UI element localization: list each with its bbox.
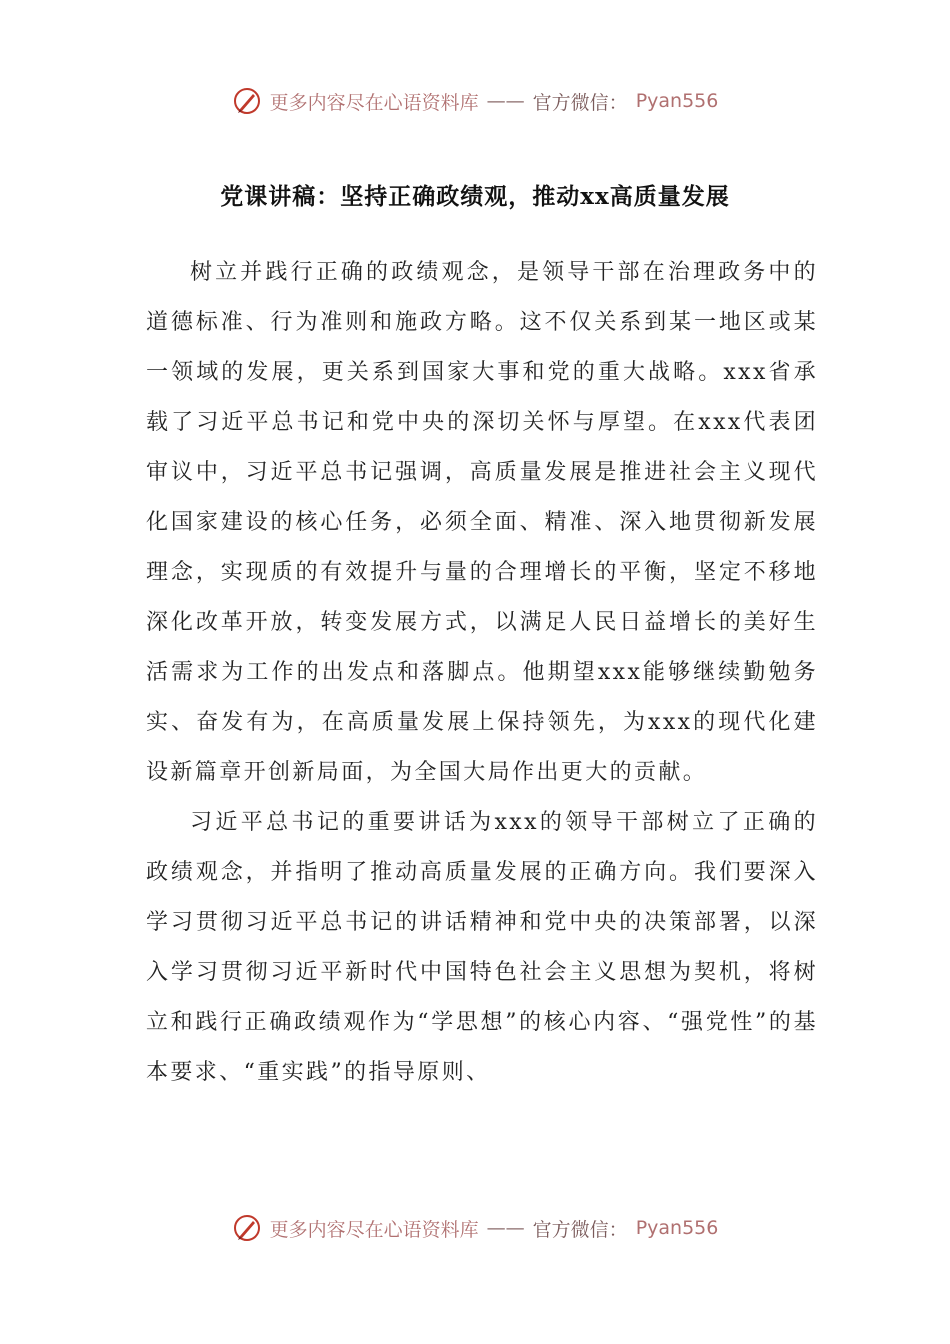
banner-label: 官方微信： [532, 91, 628, 114]
banner-label: 官方微信： [532, 1218, 628, 1241]
banner-wechat-id: Pyan556 [635, 90, 719, 112]
banner-wechat-id: Pyan556 [635, 1217, 719, 1239]
footer-banner [0, 1213, 950, 1243]
banner-dash: —— [486, 1217, 525, 1239]
body-paragraph-2: 习近平总书记的重要讲话为xxx的领导干部树立了正确的政绩观念，并指明了推动高质量发展的正确方向。我们要深入学习贯彻习近平总书记的讲话精神和党中央的决策部署，以深入学习贯彻习近平新时代中国特色社会主义思想为契机，将树立和践行正确政绩观作为“学思想”的核心内容、“强党性”的基本要求、“重实践”的指导原则、 [146, 810, 818, 1085]
document-body [146, 248, 818, 1098]
body-paragraph-1: 树立并践行正确的政绩观念，是领导干部在治理政务中的道德标准、行为准则和施政方略。这不仅关系到某一地区或某一领域的发展，更关系到国家大事和党的重大战略。xxx省承载了习近平总书记和党中央的深切关怀与厚望。在xxx代表团审议中，习近平总书记强调，高质量发展是推进社会主义现代化国家建设的核心任务，必须全面、精准、深入地贯彻新发展理念，实现质的有效提升与量的合理增长的平衡，坚定不移地深化改革开放，转变发展方式，以满足人民日益增长的美好生活需求为工作的出发点和落脚点。他期望xxx能够继续勤勉务实、奋发有为，在高质量发展上保持领先，为xxx的现代化建设新篇章开创新局面，为全国大局作出更大的贡献。 [146, 260, 818, 785]
quill-pen-logo-icon [232, 1213, 262, 1243]
banner-brand-text: 更多内容尽在心语资料库 [269, 91, 479, 114]
banner-dash: —— [486, 90, 525, 112]
quill-pen-logo-icon [232, 86, 262, 116]
header-banner [0, 86, 950, 116]
banner-brand-text: 更多内容尽在心语资料库 [269, 1218, 479, 1241]
document-title: 党课讲稿：坚持正确政绩观，推动xx高质量发展 [220, 183, 730, 210]
